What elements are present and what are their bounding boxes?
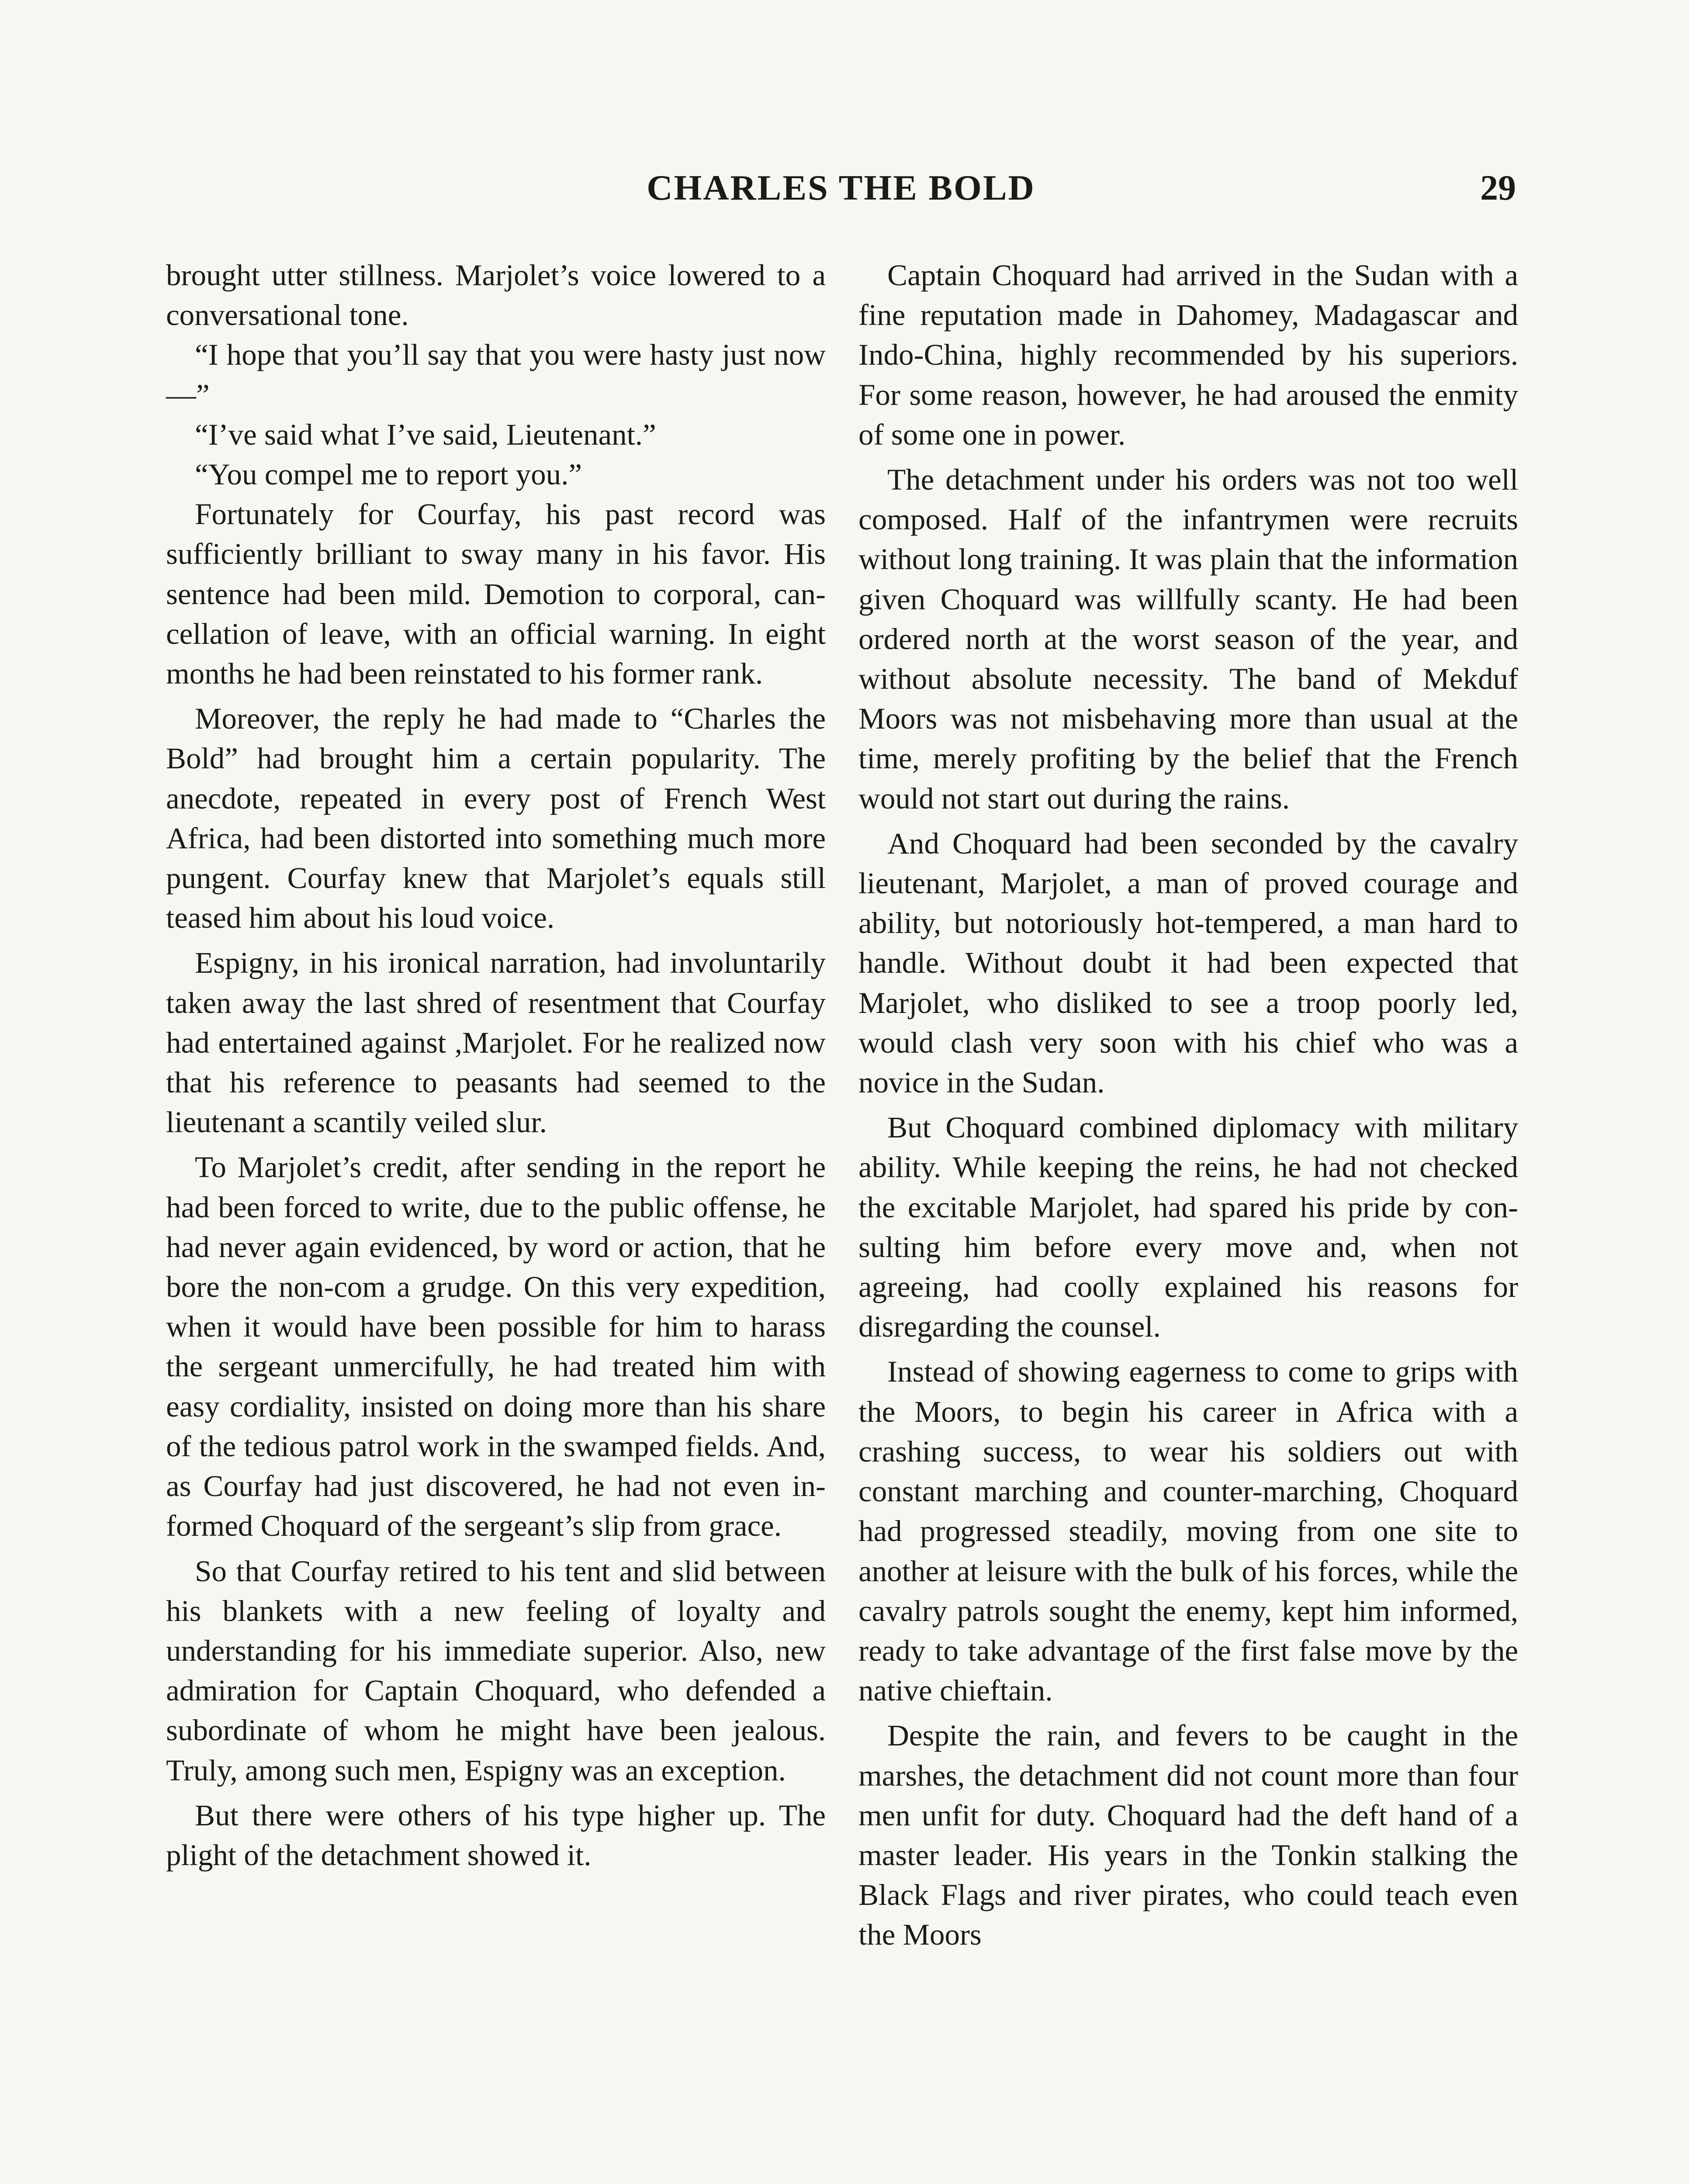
paragraph: Despite the rain, and fevers to be caught in the marshes, the detachment did not count more than four men unfit for duty. Choquard had the deft hand of a master leader. His years in the Tonkin stalking the Black Flags and river pirates, who could teach even the Moors (858, 1719, 1518, 1952)
paragraph: So that Courfay retired to his tent and slid between his blankets with a new feeling of loyalty and understanding for his immediate superior. Also, new admiration for Captain Choquard, who defended a subordinate of whom he might have been jealous. Truly, among such men, Espigny was an exception. (166, 1554, 826, 1787)
paragraph: Espigny, in his ironical narration, had involuntarily taken away the last shred of resentment that Courfay had entertained against ,Marjolet. For he realized now that his reference to peasants had seemed to the lieutenant a scantily veiled slur. (166, 946, 826, 1139)
page-number: 29 (1480, 168, 1516, 207)
paragraph: Captain Choquard had arrived in the Sudan with a fine reputation made in Dahomey, Madagascar and Indo-China, highly recommended by his superiors. For some reason, however, he had aroused the enmity of some one in power. (858, 259, 1518, 451)
running-head (166, 162, 1516, 214)
paragraph: “I hope that you’ll say that you were hasty just now—” (166, 338, 826, 411)
running-title: CHARLES THE BOLD (647, 168, 1035, 207)
paragraph: brought utter stillness. Marjolet’s voice lowered to a conversational tone. (166, 259, 826, 332)
paragraph: Instead of showing eagerness to come to grips with the Moors, to begin his career in Africa with a crashing success, to wear his soldiers out with constant marching and counter-marching, Choquard had progressed steadily, moving from one site to another at leisure with the bulk of his forces, while the cavalry patrols sought the enemy, kept him informed, ready to take advantage of the first false move by the native chieftain. (858, 1355, 1518, 1707)
left-column (166, 256, 826, 1875)
paragraph: Fortunately for Courfay, his past record was sufficiently brilliant to sway many in his favor. His sentence had been mild. Demotion to corporal, cancellation of leave, with an official warning. In eight months he had been reinstated to his former rank. (166, 498, 826, 691)
paragraph: “I’ve said what I’ve said, Lieutenant.” (195, 418, 656, 451)
paragraph: But there were others of his type higher up. The plight of the detachment showed it. (166, 1798, 826, 1872)
paragraph: But Choquard combined diplomacy with military ability. While keeping the reins, he had not checked the excitable Marjolet, had spared his pride by consulting him before every move and, when not agreeing, had coolly explained his reasons for disregarding the counsel. (858, 1111, 1518, 1344)
paragraph: And Choquard had been seconded by the cavalry lieutenant, Marjolet, a man of proved courage and ability, but notoriously hot-tempered, a man hard to handle. Without doubt it had been expected that Marjolet, who disliked to see a troop poorly led, would clash very soon with his chief who was a novice in the Sudan. (858, 826, 1518, 1099)
paragraph: To Marjolet’s credit, after sending in the report he had been forced to write, due to the public offense, he had never again evidenced, by word or action, that he bore the non-com a grudge. On this very expedition, when it would have been possible for him to harass the sergeant unmercifully, he had treated him with easy cordiality, insisted on doing more than his share of the tedious patrol work in the swamped fields. And, as Courfay had just discovered, he had not even informed Choquard of the sergeant’s slip from grace. (166, 1151, 826, 1543)
right-column (858, 256, 1518, 1955)
paragraph: The detachment under his orders was not too well composed. Half of the infantrymen were recruits without long training. It was plain that the information given Choquard was willfully scanty. He had been ordered north at the worst season of the year, and without absolute necessity. The band of Mekduf Moors was not misbehaving more than usual at the time, merely profiting by the belief that the French would not start out during the rains. (858, 463, 1518, 815)
paragraph: Moreover, the reply he had made to “Charles the Bold” had brought him a certain popularity. The anecdote, repeated in every post of French West Africa, had been distorted into something much more pungent. Courfay knew that Marjolet’s equals still teased him about his loud voice. (166, 702, 826, 935)
paragraph: “You compel me to report you.” (195, 458, 582, 491)
